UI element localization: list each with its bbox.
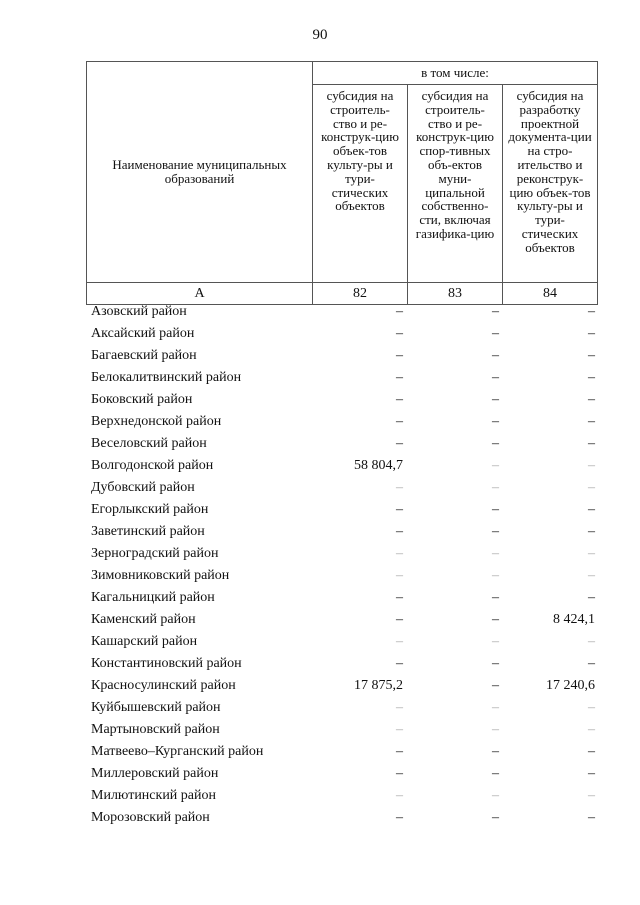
municipality-name: Боковский район xyxy=(91,392,193,407)
table-row xyxy=(86,367,601,389)
table-row xyxy=(86,741,601,763)
header-column-text: субсидия на разработку проектной документа-ции на стро-ительство и реконструк-цию объек-тов культу-ры и тури-стических объектов xyxy=(508,88,592,255)
table-row xyxy=(86,763,601,785)
value-cell-84: – xyxy=(588,458,595,473)
municipality-name: Каменский район xyxy=(91,612,196,627)
value-cell-82: – xyxy=(396,744,403,759)
value-cell-83: – xyxy=(492,348,499,363)
value-cell-84: – xyxy=(588,304,595,319)
table-row xyxy=(86,477,601,499)
value-cell-84: – xyxy=(588,414,595,429)
value-cell-83: – xyxy=(492,810,499,825)
table-row xyxy=(86,543,601,565)
index-cell: А xyxy=(87,283,313,305)
table-row xyxy=(86,807,601,829)
value-cell-83: – xyxy=(492,304,499,319)
value-cell-82: – xyxy=(396,722,403,737)
value-cell-83: – xyxy=(492,524,499,539)
value-cell-84: – xyxy=(588,348,595,363)
value-cell-83: – xyxy=(492,502,499,517)
value-cell-82: – xyxy=(396,590,403,605)
value-cell-82: – xyxy=(396,436,403,451)
header-column-text: субсидия на строитель-ство и ре-конструк-цию объек-тов культу-ры и тури-стических объектов xyxy=(321,88,399,214)
value-cell-83: – xyxy=(492,414,499,429)
value-cell-83: – xyxy=(492,436,499,451)
value-cell-84: – xyxy=(588,700,595,715)
value-cell-82: – xyxy=(396,348,403,363)
value-cell-83: – xyxy=(492,766,499,781)
municipality-name: Куйбышевский район xyxy=(91,700,221,715)
table-row xyxy=(86,675,601,697)
value-cell-82: – xyxy=(396,634,403,649)
table-body xyxy=(86,301,601,829)
municipality-name: Константиновский район xyxy=(91,656,242,671)
municipality-name: Матвеево–Курганский район xyxy=(91,744,264,759)
value-cell-84: – xyxy=(588,502,595,517)
value-cell-82: – xyxy=(396,656,403,671)
value-cell-84: – xyxy=(588,546,595,561)
value-cell-83: – xyxy=(492,326,499,341)
value-cell-82: – xyxy=(396,524,403,539)
value-cell-84: – xyxy=(588,656,595,671)
value-cell-82: – xyxy=(396,480,403,495)
table-row xyxy=(86,323,601,345)
header-name-column xyxy=(87,62,313,283)
value-cell-83: – xyxy=(492,788,499,803)
value-cell-82: 58 804,7 xyxy=(354,458,403,473)
value-cell-82: – xyxy=(396,392,403,407)
value-cell-84: – xyxy=(588,744,595,759)
value-cell-84: – xyxy=(588,370,595,385)
value-cell-82: – xyxy=(396,810,403,825)
municipality-name: Егорлыкский район xyxy=(91,502,209,517)
table-row xyxy=(86,389,601,411)
table-row xyxy=(86,521,601,543)
value-cell-82: – xyxy=(396,304,403,319)
value-cell-82: – xyxy=(396,502,403,517)
municipality-name: Багаевский район xyxy=(91,348,197,363)
municipality-name: Заветинский район xyxy=(91,524,205,539)
value-cell-82: 17 875,2 xyxy=(354,678,403,693)
table-row xyxy=(86,609,601,631)
value-cell-84: – xyxy=(588,480,595,495)
value-cell-82: – xyxy=(396,612,403,627)
table-row xyxy=(86,433,601,455)
municipality-name: Красносулинский район xyxy=(91,678,236,693)
value-cell-83: – xyxy=(492,370,499,385)
value-cell-82: – xyxy=(396,568,403,583)
table-row xyxy=(86,653,601,675)
index-cell: 83 xyxy=(408,283,503,305)
table-row xyxy=(86,697,601,719)
value-cell-82: – xyxy=(396,700,403,715)
value-cell-84: – xyxy=(588,788,595,803)
value-cell-83: – xyxy=(492,612,499,627)
value-cell-84: – xyxy=(588,524,595,539)
table-row xyxy=(86,785,601,807)
value-cell-82: – xyxy=(396,766,403,781)
value-cell-83: – xyxy=(492,722,499,737)
value-cell-83: – xyxy=(492,700,499,715)
header-column-text: субсидия на строитель-ство и ре-конструк-цию спор-тивных объ-ектов муни-ципальной собственно-сти, включая газифика-цию xyxy=(415,88,495,241)
municipality-name: Милютинский район xyxy=(91,788,217,803)
table-row xyxy=(86,631,601,653)
header-column-82 xyxy=(313,85,408,283)
value-cell-83: – xyxy=(492,590,499,605)
municipality-name: Белокалитвинский район xyxy=(91,370,242,385)
municipality-name: Волгодонской район xyxy=(91,458,214,473)
municipality-name: Кагальницкий район xyxy=(91,590,215,605)
value-cell-83: – xyxy=(492,480,499,495)
municipality-name: Дубовский район xyxy=(91,480,195,495)
table-row xyxy=(86,455,601,477)
index-cell: 82 xyxy=(313,283,408,305)
value-cell-84: 8 424,1 xyxy=(553,612,595,627)
municipality-name: Зерноградский район xyxy=(91,546,219,561)
table-row xyxy=(86,565,601,587)
municipality-name: Веселовский район xyxy=(91,436,207,451)
value-cell-83: – xyxy=(492,744,499,759)
value-cell-83: – xyxy=(492,656,499,671)
value-cell-84: – xyxy=(588,436,595,451)
municipality-name: Аксайский район xyxy=(91,326,195,341)
value-cell-82: – xyxy=(396,414,403,429)
value-cell-83: – xyxy=(492,568,499,583)
value-cell-84: – xyxy=(588,766,595,781)
value-cell-82: – xyxy=(396,370,403,385)
value-cell-83: – xyxy=(492,546,499,561)
header-group-label: в том числе: xyxy=(313,62,598,85)
value-cell-83: – xyxy=(492,392,499,407)
value-cell-82: – xyxy=(396,546,403,561)
municipality-name: Морозовский район xyxy=(91,810,210,825)
table-row xyxy=(86,719,601,741)
index-cell: 84 xyxy=(503,283,598,305)
table-row xyxy=(86,411,601,433)
value-cell-84: 17 240,6 xyxy=(546,678,595,693)
value-cell-84: – xyxy=(588,590,595,605)
value-cell-84: – xyxy=(588,634,595,649)
value-cell-83: – xyxy=(492,634,499,649)
table-row xyxy=(86,345,601,367)
value-cell-84: – xyxy=(588,568,595,583)
value-cell-83: – xyxy=(492,678,499,693)
value-cell-84: – xyxy=(588,392,595,407)
value-cell-83: – xyxy=(492,458,499,473)
header-column-83 xyxy=(408,85,503,283)
municipality-name: Азовский район xyxy=(91,304,187,319)
municipality-name: Зимовниковский район xyxy=(91,568,230,583)
municipality-name: Миллеровский район xyxy=(91,766,219,781)
municipality-name: Верхнедонской район xyxy=(91,414,222,429)
table-row xyxy=(86,301,601,323)
value-cell-84: – xyxy=(588,326,595,341)
page-number: 90 xyxy=(312,27,328,43)
table-header xyxy=(86,61,598,305)
municipality-name: Кашарский район xyxy=(91,634,198,649)
municipality-name: Мартыновский район xyxy=(91,722,220,737)
table-row xyxy=(86,499,601,521)
table-row xyxy=(86,587,601,609)
header-column-84 xyxy=(503,85,598,283)
value-cell-82: – xyxy=(396,326,403,341)
value-cell-84: – xyxy=(588,810,595,825)
value-cell-84: – xyxy=(588,722,595,737)
header-name-text: Наименование муниципальных образований xyxy=(112,157,287,186)
value-cell-82: – xyxy=(396,788,403,803)
